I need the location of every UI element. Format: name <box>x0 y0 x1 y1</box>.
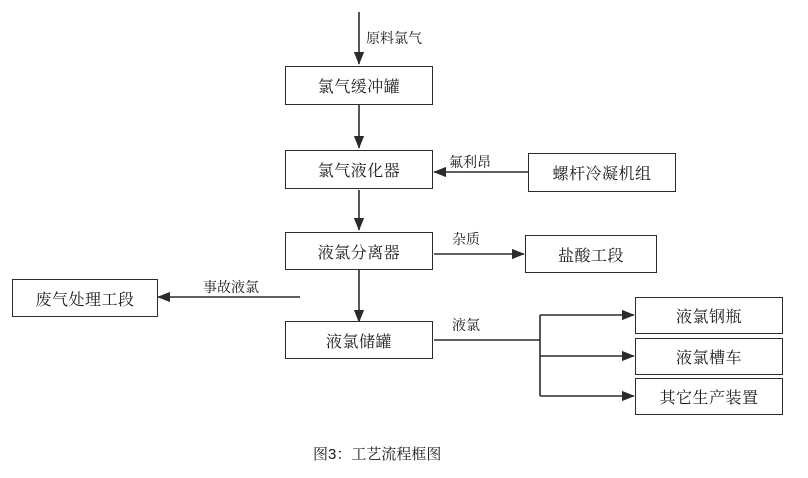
node-buffer-tank <box>285 66 433 105</box>
node-buffer-tank-label: 氯气缓冲罐 <box>317 79 401 96</box>
edge-label-freon-text: 氟利昂 <box>449 154 491 170</box>
node-liquefier <box>285 150 433 189</box>
node-tank-truck <box>635 338 783 375</box>
node-waste-gas-treatment <box>12 279 158 317</box>
node-cylinder <box>635 297 783 334</box>
edge-label-accident-liquid-chlorine-text: 事故液氯 <box>203 279 259 295</box>
node-separator <box>285 232 433 270</box>
edge-label-freon <box>449 152 491 172</box>
node-other-units <box>635 378 783 415</box>
node-hcl-section-label: 盐酸工段 <box>557 247 624 265</box>
edge-label-feed-chlorine-text: 原料氯气 <box>366 30 422 46</box>
node-liquefier-label: 氯气液化器 <box>317 163 401 180</box>
node-cylinder-label: 液氯钢瓶 <box>675 309 742 326</box>
edge-label-impurity <box>452 229 480 249</box>
edge-label-accident-liquid-chlorine <box>203 277 259 297</box>
node-waste-gas-treatment-label: 废气处理工段 <box>35 291 135 309</box>
node-storage-tank-label: 液氯储罐 <box>325 333 392 351</box>
edge-label-liquid-chlorine <box>452 315 480 335</box>
node-screw-chiller <box>528 153 676 192</box>
node-other-units-label: 其它生产装置 <box>659 390 759 407</box>
node-storage-tank <box>285 321 433 359</box>
node-tank-truck-label: 液氯槽车 <box>675 350 742 367</box>
figure-caption-text: 图3：工艺流程框图 <box>313 446 442 463</box>
edge-label-liquid-chlorine-text: 液氯 <box>452 317 480 333</box>
node-screw-chiller-label: 螺杆冷凝机组 <box>552 166 652 183</box>
edge-label-impurity-text: 杂质 <box>452 231 480 247</box>
edge-label-feed-chlorine <box>366 28 422 48</box>
node-hcl-section <box>525 235 657 273</box>
figure-caption <box>313 443 441 464</box>
node-separator-label: 液氯分离器 <box>317 244 401 262</box>
